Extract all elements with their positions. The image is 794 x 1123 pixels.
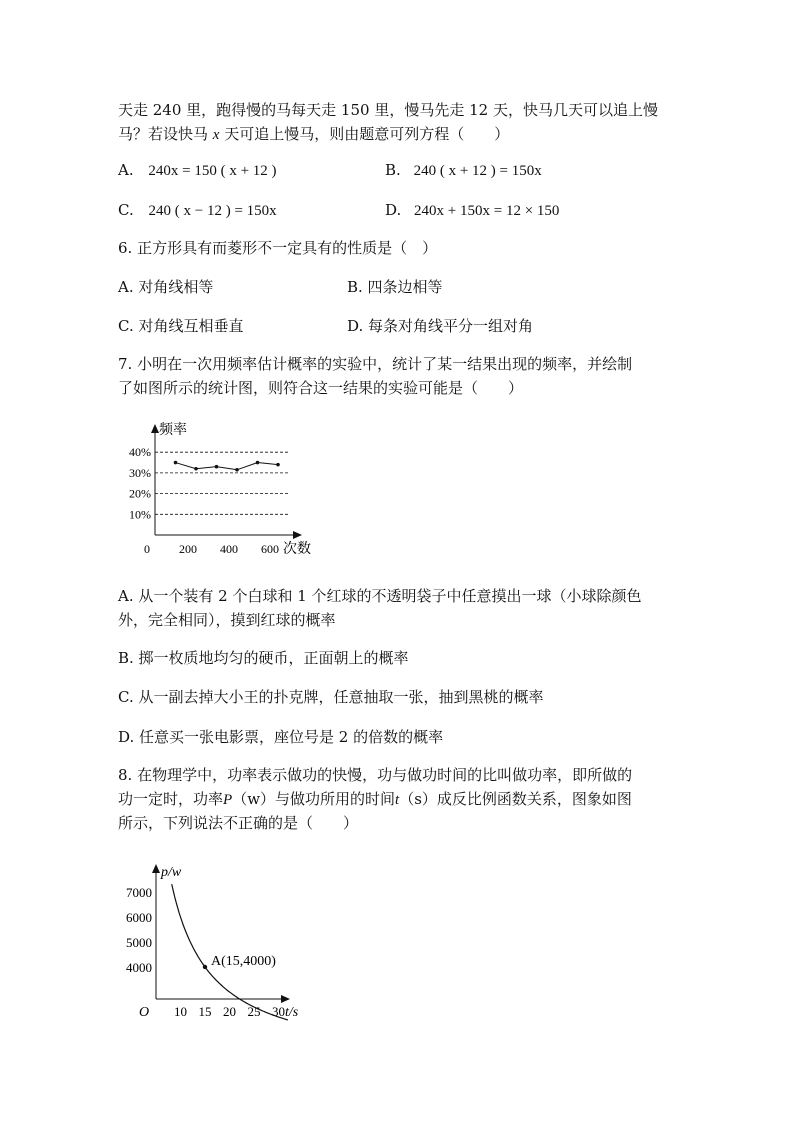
frequency-chart-point — [276, 463, 280, 467]
power-chart-curve — [172, 884, 288, 1020]
q5-option-a-text: 240x = 150 ( x + 12 ) — [148, 163, 277, 179]
power-chart-x-tick: 30 — [272, 1004, 285, 1019]
power-chart-y-tick: 6000 — [126, 910, 152, 925]
frequency-chart-x-tick: 200 — [179, 542, 197, 556]
power-chart-origin: O — [139, 1005, 150, 1020]
power-chart-x-tick: 20 — [223, 1004, 236, 1019]
q7-line2: 了如图所示的统计图，则符合这一结果的实验可能是（ ） — [118, 379, 524, 397]
q5-option-c[interactable] — [118, 200, 277, 221]
q8-line3: 所示，下列说法不正确的是（ ） — [118, 814, 359, 832]
frequency-chart-xlabel: 次数 — [283, 542, 311, 557]
frequency-chart-point — [174, 461, 178, 465]
frequency-chart-y-tick: 40% — [129, 445, 151, 460]
frequency-chart-y-tick: 10% — [129, 507, 151, 522]
q5-option-b[interactable] — [385, 160, 542, 181]
frequency-chart — [115, 420, 315, 560]
power-chart-point-a — [203, 965, 207, 969]
frequency-chart-x-tick: 400 — [220, 542, 238, 556]
power-chart-ylabel: p/w — [161, 865, 182, 880]
q8-line2-a: 功一定时，功率 — [118, 790, 224, 808]
q7-option-a-line2[interactable]: 外，完全相同），摸到红球的概率 — [118, 611, 336, 629]
q8-line1: 8. 在物理学中，功率表示做功的快慢，功与做功时间的比叫做功率，即所做的 — [118, 766, 633, 784]
frequency-chart-y-tick: 20% — [129, 486, 151, 501]
power-chart-x-tick: 10 — [174, 1004, 187, 1019]
q6-option-b[interactable]: B. 四条边相等 — [347, 278, 443, 296]
q8-var-p: P — [223, 792, 233, 808]
power-chart — [115, 858, 315, 1018]
q7-option-d[interactable]: D. 任意买一张电影票，座位号是 2 的倍数的概率 — [118, 728, 444, 746]
q8-line2-b: （w）与做功所用的时间 — [232, 790, 396, 808]
frequency-chart-series-line — [176, 463, 279, 470]
frequency-chart-point — [235, 468, 239, 472]
q6-option-a[interactable]: A. 对角线相等 — [118, 278, 214, 296]
q5-option-d-label: D. — [385, 201, 402, 219]
q8-line2-c: （s）成反比例函数关系，图象如图 — [399, 790, 632, 808]
q7-option-c[interactable]: C. 从一副去掉大小王的扑克牌，任意抽取一张，抽到黑桃的概率 — [118, 688, 544, 706]
q5-line2 — [118, 124, 509, 145]
q5-option-d-text: 240x + 150x = 12 × 150 — [414, 203, 560, 219]
q5-option-b-label: B. — [385, 161, 401, 179]
frequency-chart-x-tick: 600 — [261, 542, 279, 556]
power-chart-y-arrow — [152, 864, 160, 873]
power-chart-point-a-label: A(15,4000) — [211, 954, 276, 969]
frequency-chart-y-arrow — [151, 424, 159, 433]
frequency-chart-point — [194, 467, 198, 471]
q8-line2 — [118, 789, 632, 810]
q8-var-t: t — [395, 792, 400, 808]
q7-option-b[interactable]: B. 掷一枚质地均匀的硬币，正面朝上的概率 — [118, 649, 409, 667]
power-chart-x-tick: 15 — [198, 1004, 212, 1019]
q5-variable: x — [212, 127, 220, 143]
q7-line1: 7. 小明在一次用频率估计概率的实验中，统计了某一结果出现的频率，并绘制 — [118, 355, 633, 373]
q5-line2-pre: 马？若设快马 — [118, 125, 213, 143]
q5-option-b-text: 240 ( x + 12 ) = 150x — [413, 163, 542, 179]
q7-option-a-line1[interactable]: A. 从一个装有 2 个白球和 1 个红球的不透明袋子中任意摸出一球（小球除颜色 — [118, 587, 642, 605]
power-chart-x-arrow — [281, 995, 290, 1003]
frequency-chart-point — [256, 461, 260, 465]
q5-option-d[interactable] — [385, 200, 559, 221]
q6-stem: 6. 正方形具有而菱形不一定具有的性质是（ ） — [118, 239, 438, 257]
power-chart-x-tick: 25 — [247, 1004, 261, 1019]
q5-line2-post: 天可追上慢马，则由题意可列方程（ ） — [219, 125, 510, 143]
power-chart-y-tick: 7000 — [126, 885, 152, 900]
power-chart-y-tick: 4000 — [126, 960, 152, 975]
frequency-chart-x-arrow — [293, 531, 302, 539]
q6-option-c[interactable]: C. 对角线互相垂直 — [118, 317, 244, 335]
frequency-chart-x-tick: 0 — [144, 542, 150, 556]
q6-option-d[interactable]: D. 每条对角线平分一组对角 — [347, 317, 534, 335]
frequency-chart-ylabel: 频率 — [159, 423, 187, 438]
q5-option-a-label: A. — [118, 161, 134, 179]
power-chart-y-tick: 5000 — [126, 935, 152, 950]
q5-option-c-label: C. — [118, 201, 134, 219]
frequency-chart-point — [215, 465, 219, 469]
q5-option-c-text: 240 ( x − 12 ) = 150x — [148, 203, 277, 219]
q5-option-a[interactable] — [118, 160, 277, 181]
q5-line1: 天走 240 里，跑得慢的马每天走 150 里，慢马先走 12 天，快马几天可以追上慢 — [118, 101, 658, 119]
power-chart-xlabel: t/s — [285, 1005, 299, 1020]
frequency-chart-y-tick: 30% — [129, 465, 151, 480]
